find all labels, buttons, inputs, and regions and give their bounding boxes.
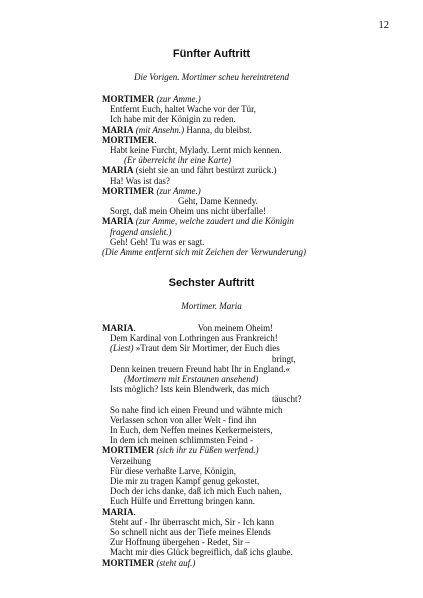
dialogue-line: Ich habe mit der Königin zu reden. [110,114,236,125]
dialogue-line: Entfernt Euch, haltet Wache vor der Tür, [110,104,257,115]
dialogue-line [102,135,402,145]
line-text: . [133,506,136,517]
speaker-name: MARIA [102,506,134,517]
dialogue-line: Geht, Dame Kennedy. [178,196,258,207]
dialogue-line [102,558,402,568]
stage-note: (zur Amme.) [154,94,201,104]
speaker-name: MARIA [102,323,134,333]
dialogue-line: Doch der ichs danke, daß ich mich Euch nahen, [110,486,282,497]
line-text: (sieht sie an und fährt bestürzt zurück.) [133,165,277,176]
stage-note: (sich ihr zu Füßen werfend.) [154,445,259,456]
dialogue-line: bringt, [272,353,296,364]
dialogue-line [102,445,402,455]
dialogue-line: So schnell nicht aus der Tiefe meines Elends [110,527,271,538]
dialogue-line: Denn keinen treuern Freund habt Ihr in England.« [110,363,290,374]
dialogue-line: So nahe find ich einen Freund und wähnte mich [110,404,283,415]
dialogue-line: Dem Kardinal von Lothringen aus Frankreich! [110,333,278,344]
stage-note: (steht auf.) [154,557,196,568]
scene-5-dialogue [102,94,402,257]
dialogue-line: Euch Hülfe und Errettung bringen kann. [110,496,255,507]
speaker-name: MORTIMER [102,445,155,456]
stage-note: (zur Amme.) [154,185,201,196]
dialogue-line [102,216,402,226]
stage-direction: (Er überreicht ihr eine Karte) [124,155,232,166]
speaker-name: MORTIMER [102,557,155,568]
page-number: 12 [378,20,389,31]
dialogue-line: Die mir zu tragen Kampf genug gekostet, [110,476,260,487]
dialogue-line: In Euch, dem Neffen meines Kerkermeisters, [110,425,273,436]
stage-note: (mit Ansehn.) [133,124,185,135]
dialogue-line: Ists möglich? Ists kein Blendwerk, das mich [110,384,270,395]
dialogue-line [102,507,402,517]
line-text: . [154,134,157,145]
dialogue-line: Zur Hoffnung übergehen - Redet, Sir – [110,537,250,548]
scene-5-title: Fünfter Auftritt [172,48,251,60]
dialogue-line: Verzeihung [110,455,151,466]
stage-note: (zur Amme, welche zaudert und die Königin [133,216,294,227]
speaker-name: MORTIMER [102,185,155,196]
scene-6-title: Sechster Auftritt [168,277,255,289]
line-text: Von meinem Oheim! [197,323,274,333]
line-text: »Traut dem Sir Mortimer, der Euch dies [133,343,280,354]
speaker-name: MORTIMER [102,134,155,145]
stage-direction: (Die Amme entfernt sich mit Zeichen der Verwunderung) [102,247,307,258]
dialogue-line: Verlassen schon von aller Welt - find ihn [110,414,257,425]
stage-direction: (Mortimern mit Erstaunen ansehend) [124,374,259,385]
scene-6-dialogue [102,323,402,568]
dialogue-line [102,343,402,353]
dialogue-line: Habt keine Furcht, Mylady. Lernt mich kennen. [110,145,282,156]
dialogue-line: In dem ich meinen schlimmsten Feind - [110,435,253,446]
dialogue-line [102,323,402,333]
line-text: . [133,323,136,333]
dialogue-line [102,94,402,104]
speaker-name: MARIA [102,216,134,227]
dialogue-line: täuscht? [272,394,302,405]
dialogue-line: Für diese verhaßte Larve, Königin, [110,465,236,476]
speaker-name: MARIA [102,165,134,176]
dialogue-line [102,186,402,196]
line-text: Hanna, du bleibst. [184,124,252,135]
dialogue-line: Macht mir dies Glück begreiflich, daß ichs glaube. [110,547,293,558]
dialogue-line: Geh! Geh! Tu was er sagt. [110,236,205,247]
dialogue-line: Sorgt, daß mein Oheim uns nicht überfalle! [110,206,267,217]
speaker-name: MARIA [102,124,134,135]
scene-6-direction: Mortimer. Maria [181,301,242,311]
dialogue-line [102,125,402,135]
scene-5-direction: Die Vorigen. Mortimer scheu hereintretend [133,72,290,82]
stage-direction: fragend ansieht.) [110,226,172,237]
dialogue-line: Ha! Was ist das? [110,175,170,186]
dialogue-line [102,165,402,175]
dialogue-line: Steht auf - Ihr überrascht mich, Sir - Ich kann [110,516,274,527]
speaker-name: MORTIMER [102,94,155,104]
stage-note: (Liest) [110,343,134,354]
